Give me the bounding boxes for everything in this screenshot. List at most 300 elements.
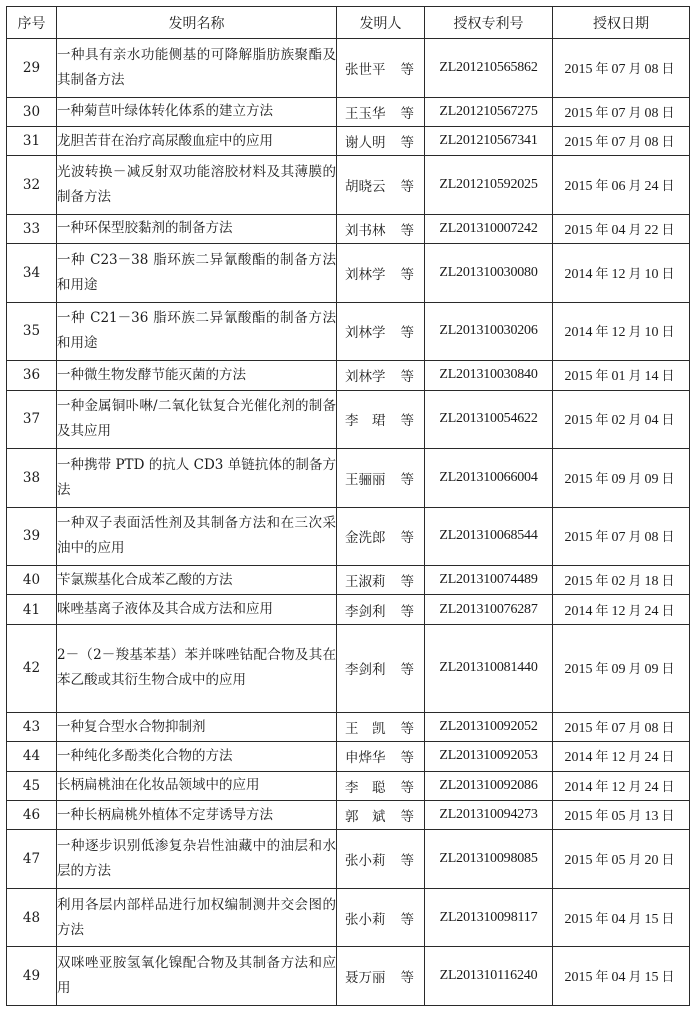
day-unit: 日 xyxy=(661,325,675,341)
inventor-cell xyxy=(337,830,425,889)
year-unit: 年 xyxy=(595,530,609,546)
inventor-cell xyxy=(337,947,425,1006)
grant-year: 2014 xyxy=(564,779,593,795)
row-number xyxy=(7,126,57,155)
header-patent-no: 授权专利号 xyxy=(425,7,553,39)
patent-number xyxy=(425,39,553,98)
month-unit: 月 xyxy=(628,662,642,678)
day-unit: 日 xyxy=(661,970,675,986)
grant-month: 12 xyxy=(611,750,626,766)
inventor-cell xyxy=(337,126,425,155)
table-row xyxy=(7,97,690,126)
inventor-name: 王骊丽 xyxy=(345,471,386,488)
invention-title xyxy=(57,801,337,830)
day-unit: 日 xyxy=(661,603,675,619)
day-unit: 日 xyxy=(661,750,675,766)
row-number-text: 47 xyxy=(22,851,41,868)
grant-month: 07 xyxy=(611,135,626,151)
grant-day: 09 xyxy=(644,662,659,678)
grant-year: 2015 xyxy=(564,369,593,385)
grant-day: 10 xyxy=(644,266,659,282)
invention-title xyxy=(57,947,337,1006)
grant-year: 2015 xyxy=(564,530,593,546)
month-unit: 月 xyxy=(628,750,642,766)
inventor-etal: 等 xyxy=(400,574,414,591)
grant-month: 06 xyxy=(611,179,626,195)
row-number-text: 48 xyxy=(22,909,41,926)
table-row xyxy=(7,126,690,155)
grant-date xyxy=(553,361,690,390)
inventor-name: 谢人明 xyxy=(345,135,386,152)
grant-date xyxy=(553,302,690,361)
inventor-name: 刘林学 xyxy=(345,369,386,386)
year-unit: 年 xyxy=(595,105,609,121)
inventor-etal: 等 xyxy=(400,662,414,679)
inventor-etal: 等 xyxy=(400,105,414,122)
patent-number-text: ZL201310076287 xyxy=(439,601,538,617)
year-unit: 年 xyxy=(595,61,609,77)
year-unit: 年 xyxy=(595,325,609,341)
year-unit: 年 xyxy=(595,369,609,385)
inventor-cell xyxy=(337,801,425,830)
month-unit: 月 xyxy=(628,721,642,737)
row-number-text: 42 xyxy=(22,660,41,677)
grant-month: 12 xyxy=(611,603,626,619)
header-date: 授权日期 xyxy=(553,7,690,39)
patent-number-text: ZL201310094273 xyxy=(439,807,538,823)
row-number-text: 43 xyxy=(22,719,41,736)
grant-year: 2015 xyxy=(564,105,593,121)
year-unit: 年 xyxy=(595,970,609,986)
invention-title-text: 一种环保型胶黏剂的制备方法 xyxy=(57,220,233,237)
inventor-cell xyxy=(337,507,425,566)
inventor-etal: 等 xyxy=(400,809,414,826)
grant-day: 15 xyxy=(644,970,659,986)
grant-year: 2015 xyxy=(564,809,593,825)
invention-title xyxy=(57,566,337,595)
grant-day: 08 xyxy=(644,530,659,546)
grant-day: 10 xyxy=(644,325,659,341)
grant-year: 2015 xyxy=(564,574,593,590)
row-number xyxy=(7,712,57,741)
inventor-cell xyxy=(337,361,425,390)
grant-month: 09 xyxy=(611,471,626,487)
month-unit: 月 xyxy=(628,105,642,121)
invention-title xyxy=(57,888,337,947)
row-number-text: 36 xyxy=(22,367,41,384)
inventor-cell xyxy=(337,302,425,361)
grant-day: 08 xyxy=(644,135,659,151)
inventor-name: 金洗郎 xyxy=(345,530,386,547)
invention-title-text: 苄氯羰基化合成苯乙酸的方法 xyxy=(57,571,233,588)
invention-title xyxy=(57,126,337,155)
patent-number-text: ZL201210592025 xyxy=(439,177,538,193)
row-number xyxy=(7,595,57,624)
inventor-cell xyxy=(337,712,425,741)
grant-date xyxy=(553,507,690,566)
invention-title-text: 一种长柄扁桃外植体不定芽诱导方法 xyxy=(57,806,273,823)
grant-month: 12 xyxy=(611,266,626,282)
day-unit: 日 xyxy=(661,471,675,487)
inventor-cell xyxy=(337,244,425,303)
patent-number-text: ZL201310081440 xyxy=(439,660,538,676)
table-row xyxy=(7,244,690,303)
invention-title-text: 2－（2－羧基苯基）苯并咪唑钴配合物及其在苯乙酸或其衍生物合成中的应用 xyxy=(57,647,336,689)
table-row xyxy=(7,712,690,741)
patent-number xyxy=(425,302,553,361)
invention-title xyxy=(57,39,337,98)
row-number-text: 38 xyxy=(22,469,41,486)
grant-day: 14 xyxy=(644,369,659,385)
patent-number-text: ZL201310030206 xyxy=(439,323,538,339)
day-unit: 日 xyxy=(661,574,675,590)
grant-month: 02 xyxy=(611,413,626,429)
grant-month: 07 xyxy=(611,721,626,737)
year-unit: 年 xyxy=(595,222,609,238)
inventor-name: 李剑利 xyxy=(345,662,386,679)
row-number-text: 35 xyxy=(22,323,41,340)
patent-number xyxy=(425,742,553,771)
year-unit: 年 xyxy=(595,135,609,151)
patent-number-text: ZL201310092052 xyxy=(439,719,538,735)
year-unit: 年 xyxy=(595,603,609,619)
table-row xyxy=(7,742,690,771)
row-number xyxy=(7,888,57,947)
month-unit: 月 xyxy=(628,179,642,195)
row-number-text: 34 xyxy=(22,264,41,281)
row-number xyxy=(7,566,57,595)
invention-title-text: 一种金属铜卟啉/二氧化钛复合光催化剂的制备及其应用 xyxy=(57,398,336,440)
header-inventor: 发明人 xyxy=(337,7,425,39)
month-unit: 月 xyxy=(628,325,642,341)
inventor-name: 张小莉 xyxy=(345,853,386,870)
day-unit: 日 xyxy=(661,721,675,737)
patent-number-text: ZL201310092053 xyxy=(439,748,538,764)
row-number-text: 30 xyxy=(22,103,41,120)
table-body xyxy=(7,39,690,1006)
grant-day: 24 xyxy=(644,603,659,619)
invention-title xyxy=(57,156,337,215)
inventor-name: 李 珺 xyxy=(345,413,386,430)
month-unit: 月 xyxy=(628,413,642,429)
table-row xyxy=(7,801,690,830)
invention-title-text: 咪唑基离子液体及其合成方法和应用 xyxy=(57,601,273,618)
row-number-text: 45 xyxy=(22,777,41,794)
invention-title-text: 长柄扁桃油在化妆品领域中的应用 xyxy=(57,777,260,794)
row-number-text: 46 xyxy=(22,807,41,824)
patent-number-text: ZL201210565862 xyxy=(439,59,538,75)
grant-date xyxy=(553,624,690,712)
inventor-etal: 等 xyxy=(400,413,414,430)
year-unit: 年 xyxy=(595,911,609,927)
inventor-etal: 等 xyxy=(400,179,414,196)
inventor-etal: 等 xyxy=(400,266,414,283)
grant-date xyxy=(553,566,690,595)
inventor-etal: 等 xyxy=(400,325,414,342)
inventor-etal: 等 xyxy=(400,222,414,239)
year-unit: 年 xyxy=(595,179,609,195)
year-unit: 年 xyxy=(595,413,609,429)
grant-month: 12 xyxy=(611,325,626,341)
year-unit: 年 xyxy=(595,750,609,766)
grant-date xyxy=(553,126,690,155)
patent-number-text: ZL201310007242 xyxy=(439,220,538,236)
patent-number-text: ZL201310068544 xyxy=(439,528,538,544)
inventor-cell xyxy=(337,390,425,449)
invention-title-text: 一种携带 PTD 的抗人 CD3 单链抗体的制备方法 xyxy=(57,456,336,498)
day-unit: 日 xyxy=(661,135,675,151)
inventor-name: 申烨华 xyxy=(345,750,386,767)
invention-title xyxy=(57,595,337,624)
grant-month: 04 xyxy=(611,222,626,238)
table-row xyxy=(7,302,690,361)
grant-day: 18 xyxy=(644,574,659,590)
grant-day: 15 xyxy=(644,911,659,927)
year-unit: 年 xyxy=(595,779,609,795)
inventor-name: 刘林学 xyxy=(345,325,386,342)
grant-month: 05 xyxy=(611,853,626,869)
patent-number xyxy=(425,97,553,126)
table-row xyxy=(7,39,690,98)
grant-year: 2014 xyxy=(564,603,593,619)
month-unit: 月 xyxy=(628,603,642,619)
patent-number xyxy=(425,712,553,741)
grant-month: 12 xyxy=(611,779,626,795)
patent-number xyxy=(425,390,553,449)
day-unit: 日 xyxy=(661,530,675,546)
table-row xyxy=(7,771,690,800)
month-unit: 月 xyxy=(628,222,642,238)
grant-date xyxy=(553,595,690,624)
month-unit: 月 xyxy=(628,369,642,385)
grant-year: 2015 xyxy=(564,61,593,77)
day-unit: 日 xyxy=(661,105,675,121)
patent-number xyxy=(425,361,553,390)
patent-number xyxy=(425,624,553,712)
row-number-text: 44 xyxy=(22,748,41,765)
inventor-etal: 等 xyxy=(400,970,414,987)
grant-day: 04 xyxy=(644,413,659,429)
grant-date xyxy=(553,97,690,126)
inventor-name: 王淑莉 xyxy=(345,574,386,591)
invention-title-text: 一种 C21－36 脂环族二异氰酸酯的制备方法和用途 xyxy=(57,310,336,352)
row-number xyxy=(7,830,57,889)
invention-title-text: 一种 C23－38 脂环族二异氰酸酯的制备方法和用途 xyxy=(57,251,336,293)
invention-title-text: 一种微生物发酵节能灭菌的方法 xyxy=(57,366,246,383)
patent-number xyxy=(425,595,553,624)
day-unit: 日 xyxy=(661,369,675,385)
inventor-cell xyxy=(337,156,425,215)
patent-number xyxy=(425,830,553,889)
inventor-cell xyxy=(337,39,425,98)
inventor-cell xyxy=(337,595,425,624)
day-unit: 日 xyxy=(661,179,675,195)
row-number xyxy=(7,742,57,771)
patent-number xyxy=(425,947,553,1006)
day-unit: 日 xyxy=(661,809,675,825)
invention-title xyxy=(57,449,337,508)
grant-month: 07 xyxy=(611,105,626,121)
inventor-etal: 等 xyxy=(400,61,414,78)
invention-title-text: 光波转换－减反射双功能溶胶材料及其薄膜的制备方法 xyxy=(57,164,336,206)
grant-year: 2015 xyxy=(564,179,593,195)
row-number-text: 31 xyxy=(22,133,41,150)
grant-year: 2015 xyxy=(564,721,593,737)
year-unit: 年 xyxy=(595,809,609,825)
inventor-cell xyxy=(337,214,425,243)
grant-day: 08 xyxy=(644,721,659,737)
inventor-name: 刘林学 xyxy=(345,266,386,283)
inventor-name: 郭 斌 xyxy=(345,809,386,826)
row-number xyxy=(7,624,57,712)
grant-year: 2014 xyxy=(564,750,593,766)
inventor-name: 王 凯 xyxy=(345,721,386,738)
invention-title xyxy=(57,624,337,712)
grant-year: 2015 xyxy=(564,911,593,927)
patent-number xyxy=(425,507,553,566)
patent-number-text: ZL201310066004 xyxy=(439,469,538,485)
inventor-name: 刘书林 xyxy=(345,222,386,239)
grant-date xyxy=(553,947,690,1006)
month-unit: 月 xyxy=(628,530,642,546)
invention-title-text: 利用各层内部样品进行加权编制测井交会图的方法 xyxy=(57,896,336,938)
inventor-name: 张世平 xyxy=(345,61,386,78)
invention-title xyxy=(57,771,337,800)
day-unit: 日 xyxy=(661,222,675,238)
inventor-cell xyxy=(337,771,425,800)
inventor-etal: 等 xyxy=(400,471,414,488)
grant-year: 2015 xyxy=(564,662,593,678)
month-unit: 月 xyxy=(628,61,642,77)
table-row xyxy=(7,830,690,889)
inventor-etal: 等 xyxy=(400,911,414,928)
patent-number-text: ZL201310098085 xyxy=(439,851,538,867)
grant-month: 04 xyxy=(611,911,626,927)
grant-month: 09 xyxy=(611,662,626,678)
table-row xyxy=(7,888,690,947)
patent-number xyxy=(425,126,553,155)
patent-number xyxy=(425,156,553,215)
row-number xyxy=(7,214,57,243)
inventor-etal: 等 xyxy=(400,530,414,547)
patent-number xyxy=(425,888,553,947)
row-number xyxy=(7,156,57,215)
inventor-name: 张小莉 xyxy=(345,911,386,928)
inventor-name: 李剑利 xyxy=(345,603,386,620)
day-unit: 日 xyxy=(661,662,675,678)
table-row xyxy=(7,595,690,624)
grant-day: 09 xyxy=(644,471,659,487)
day-unit: 日 xyxy=(661,853,675,869)
patent-number xyxy=(425,244,553,303)
patent-number-text: ZL201210567275 xyxy=(439,103,538,119)
invention-title xyxy=(57,390,337,449)
row-number xyxy=(7,771,57,800)
patent-number xyxy=(425,801,553,830)
month-unit: 月 xyxy=(628,779,642,795)
month-unit: 月 xyxy=(628,911,642,927)
invention-title-text: 一种逐步识别低渗复杂岩性油藏中的油层和水层的方法 xyxy=(57,838,336,880)
grant-year: 2015 xyxy=(564,135,593,151)
grant-day: 20 xyxy=(644,853,659,869)
invention-title xyxy=(57,361,337,390)
table-row xyxy=(7,507,690,566)
inventor-cell xyxy=(337,624,425,712)
grant-date xyxy=(553,244,690,303)
patent-number-text: ZL201310098117 xyxy=(439,909,538,925)
grant-date xyxy=(553,214,690,243)
header-no: 序号 xyxy=(7,7,57,39)
inventor-name: 李 聪 xyxy=(345,779,386,796)
inventor-cell xyxy=(337,97,425,126)
row-number-text: 37 xyxy=(22,411,41,428)
inventor-name: 王玉华 xyxy=(345,105,386,122)
row-number-text: 49 xyxy=(22,968,41,985)
day-unit: 日 xyxy=(661,266,675,282)
patent-number-text: ZL201310092086 xyxy=(439,777,538,793)
grant-date xyxy=(553,830,690,889)
patent-number xyxy=(425,214,553,243)
table-row xyxy=(7,624,690,712)
grant-date xyxy=(553,390,690,449)
patent-number xyxy=(425,449,553,508)
table-row xyxy=(7,947,690,1006)
grant-year: 2015 xyxy=(564,970,593,986)
invention-title xyxy=(57,302,337,361)
inventor-cell xyxy=(337,742,425,771)
inventor-etal: 等 xyxy=(400,779,414,796)
invention-title-text: 双咪唑亚胺氢氧化镍配合物及其制备方法和应用 xyxy=(57,955,336,997)
grant-month: 02 xyxy=(611,574,626,590)
row-number-text: 39 xyxy=(22,528,41,545)
row-number-text: 33 xyxy=(22,220,41,237)
year-unit: 年 xyxy=(595,853,609,869)
row-number-text: 32 xyxy=(22,177,41,194)
day-unit: 日 xyxy=(661,779,675,795)
day-unit: 日 xyxy=(661,911,675,927)
year-unit: 年 xyxy=(595,662,609,678)
grant-year: 2015 xyxy=(564,853,593,869)
invention-title xyxy=(57,214,337,243)
month-unit: 月 xyxy=(628,853,642,869)
invention-title xyxy=(57,97,337,126)
grant-day: 22 xyxy=(644,222,659,238)
year-unit: 年 xyxy=(595,574,609,590)
patent-number-text: ZL201310054622 xyxy=(439,411,538,427)
patent-number-text: ZL201310030840 xyxy=(439,367,538,383)
row-number xyxy=(7,801,57,830)
month-unit: 月 xyxy=(628,135,642,151)
inventor-name: 聂万丽 xyxy=(345,970,386,987)
patent-number-text: ZL201310116240 xyxy=(439,968,538,984)
inventor-cell xyxy=(337,566,425,595)
inventor-name: 胡晓云 xyxy=(345,179,386,196)
grant-day: 24 xyxy=(644,750,659,766)
grant-date xyxy=(553,156,690,215)
row-number xyxy=(7,390,57,449)
invention-title xyxy=(57,244,337,303)
year-unit: 年 xyxy=(595,721,609,737)
patent-number-text: ZL201310074489 xyxy=(439,572,538,588)
invention-title-text: 一种纯化多酚类化合物的方法 xyxy=(57,747,233,764)
row-number xyxy=(7,97,57,126)
grant-year: 2015 xyxy=(564,471,593,487)
grant-month: 04 xyxy=(611,970,626,986)
invention-title xyxy=(57,742,337,771)
row-number xyxy=(7,244,57,303)
month-unit: 月 xyxy=(628,266,642,282)
inventor-etal: 等 xyxy=(400,853,414,870)
